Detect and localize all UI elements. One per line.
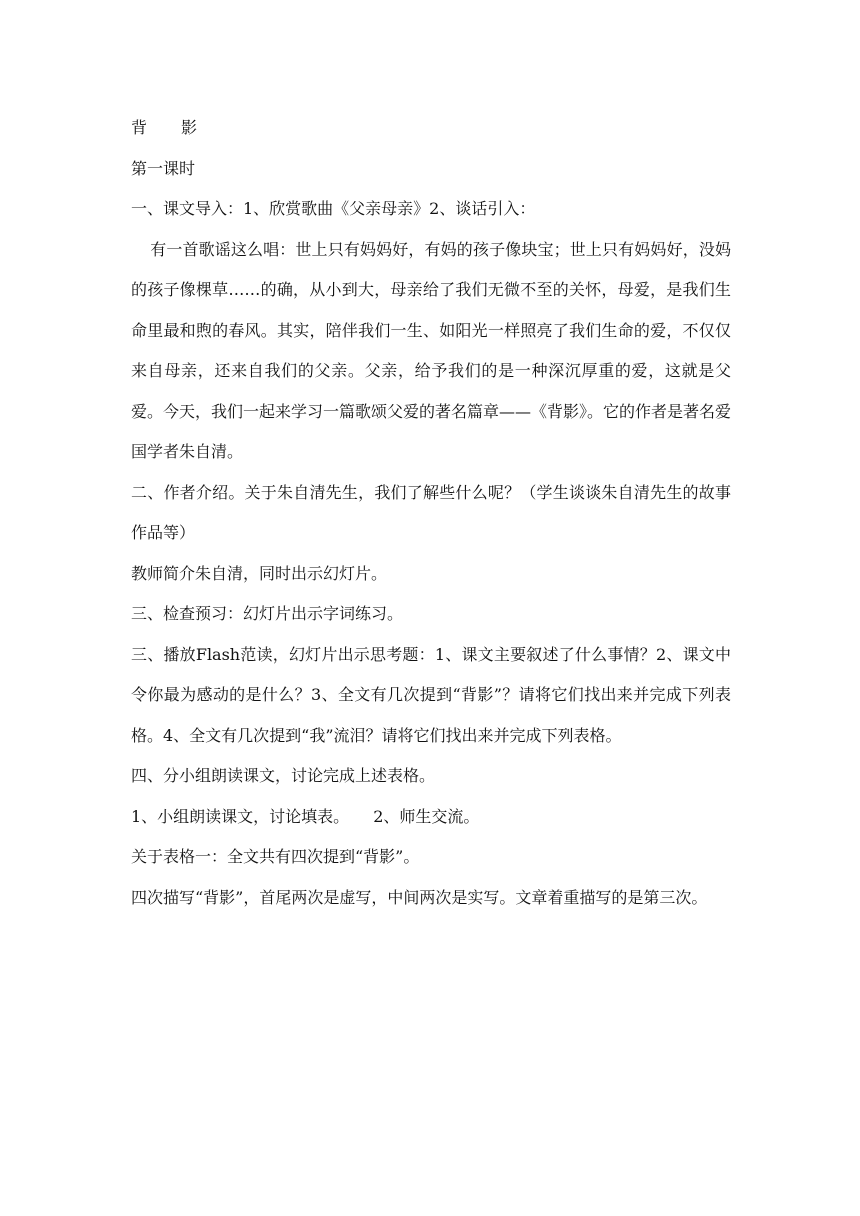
step-1: 1、小组朗读课文，讨论填表。 bbox=[131, 806, 350, 826]
lesson-heading: 第一课时 bbox=[131, 158, 196, 178]
description-paragraph: 四次描写“背影”，首尾两次是虚写，中间两次是实写。文章着重描写的是第三次。 bbox=[131, 887, 708, 907]
intro-paragraph: 有一首歌谣这么唱：世上只有妈妈好，有妈的孩子像块宝；世上只有妈妈好，没妈的孩子像棵草……的确，从小到大，母亲给了我们无微不至的关怀，母爱，是我们生命里最和煦的春风。其实，陪伴我们一生、如阳光一样照亮了我们生命的爱，不仅仅来自母亲，还来自我们的父亲。父亲，给予我们的是一种深沉厚重的爱，这就是父爱。今天，我们一起来学习一篇歌颂父爱的著名篇章——《背影》。它的作者是著名爱国学者朱自清。 bbox=[131, 239, 732, 461]
section-4-line: 四、分小组朗读课文，讨论完成上述表格。 bbox=[131, 766, 436, 785]
section-3-line: 三、检查预习：幻灯片出示字词练习。 bbox=[131, 604, 404, 623]
section-3b-paragraph: 三、播放Flash范读，幻灯片出示思考题：1、课文主要叙述了什么事情？2、课文中令你最为感动的是什么？3、全文有几次提到“背影”？请将它们找出来并完成下列表格。4、全文有几次提到“我”流泪？请将它们找出来并完成下列表格。 bbox=[131, 644, 731, 745]
teacher-intro-line: 教师简介朱自清，同时出示幻灯片。 bbox=[131, 563, 388, 583]
title-char-2: 影 bbox=[181, 118, 198, 137]
section-2-paragraph: 二、作者介绍。关于朱自清先生，我们了解些什么呢？（学生谈谈朱自清先生的故事作品等） bbox=[131, 482, 731, 542]
document-title bbox=[131, 108, 731, 149]
table-1-note: 关于表格一：全文共有四次提到“背影”。 bbox=[131, 847, 420, 866]
steps-line bbox=[131, 797, 731, 838]
step-2: 2、师生交流。 bbox=[373, 806, 480, 826]
section-1-heading: 一、课文导入：1、欣赏歌曲《父亲母亲》2、谈话引入： bbox=[131, 199, 536, 218]
document-body bbox=[131, 108, 731, 918]
title-char-1: 背 bbox=[131, 118, 148, 137]
